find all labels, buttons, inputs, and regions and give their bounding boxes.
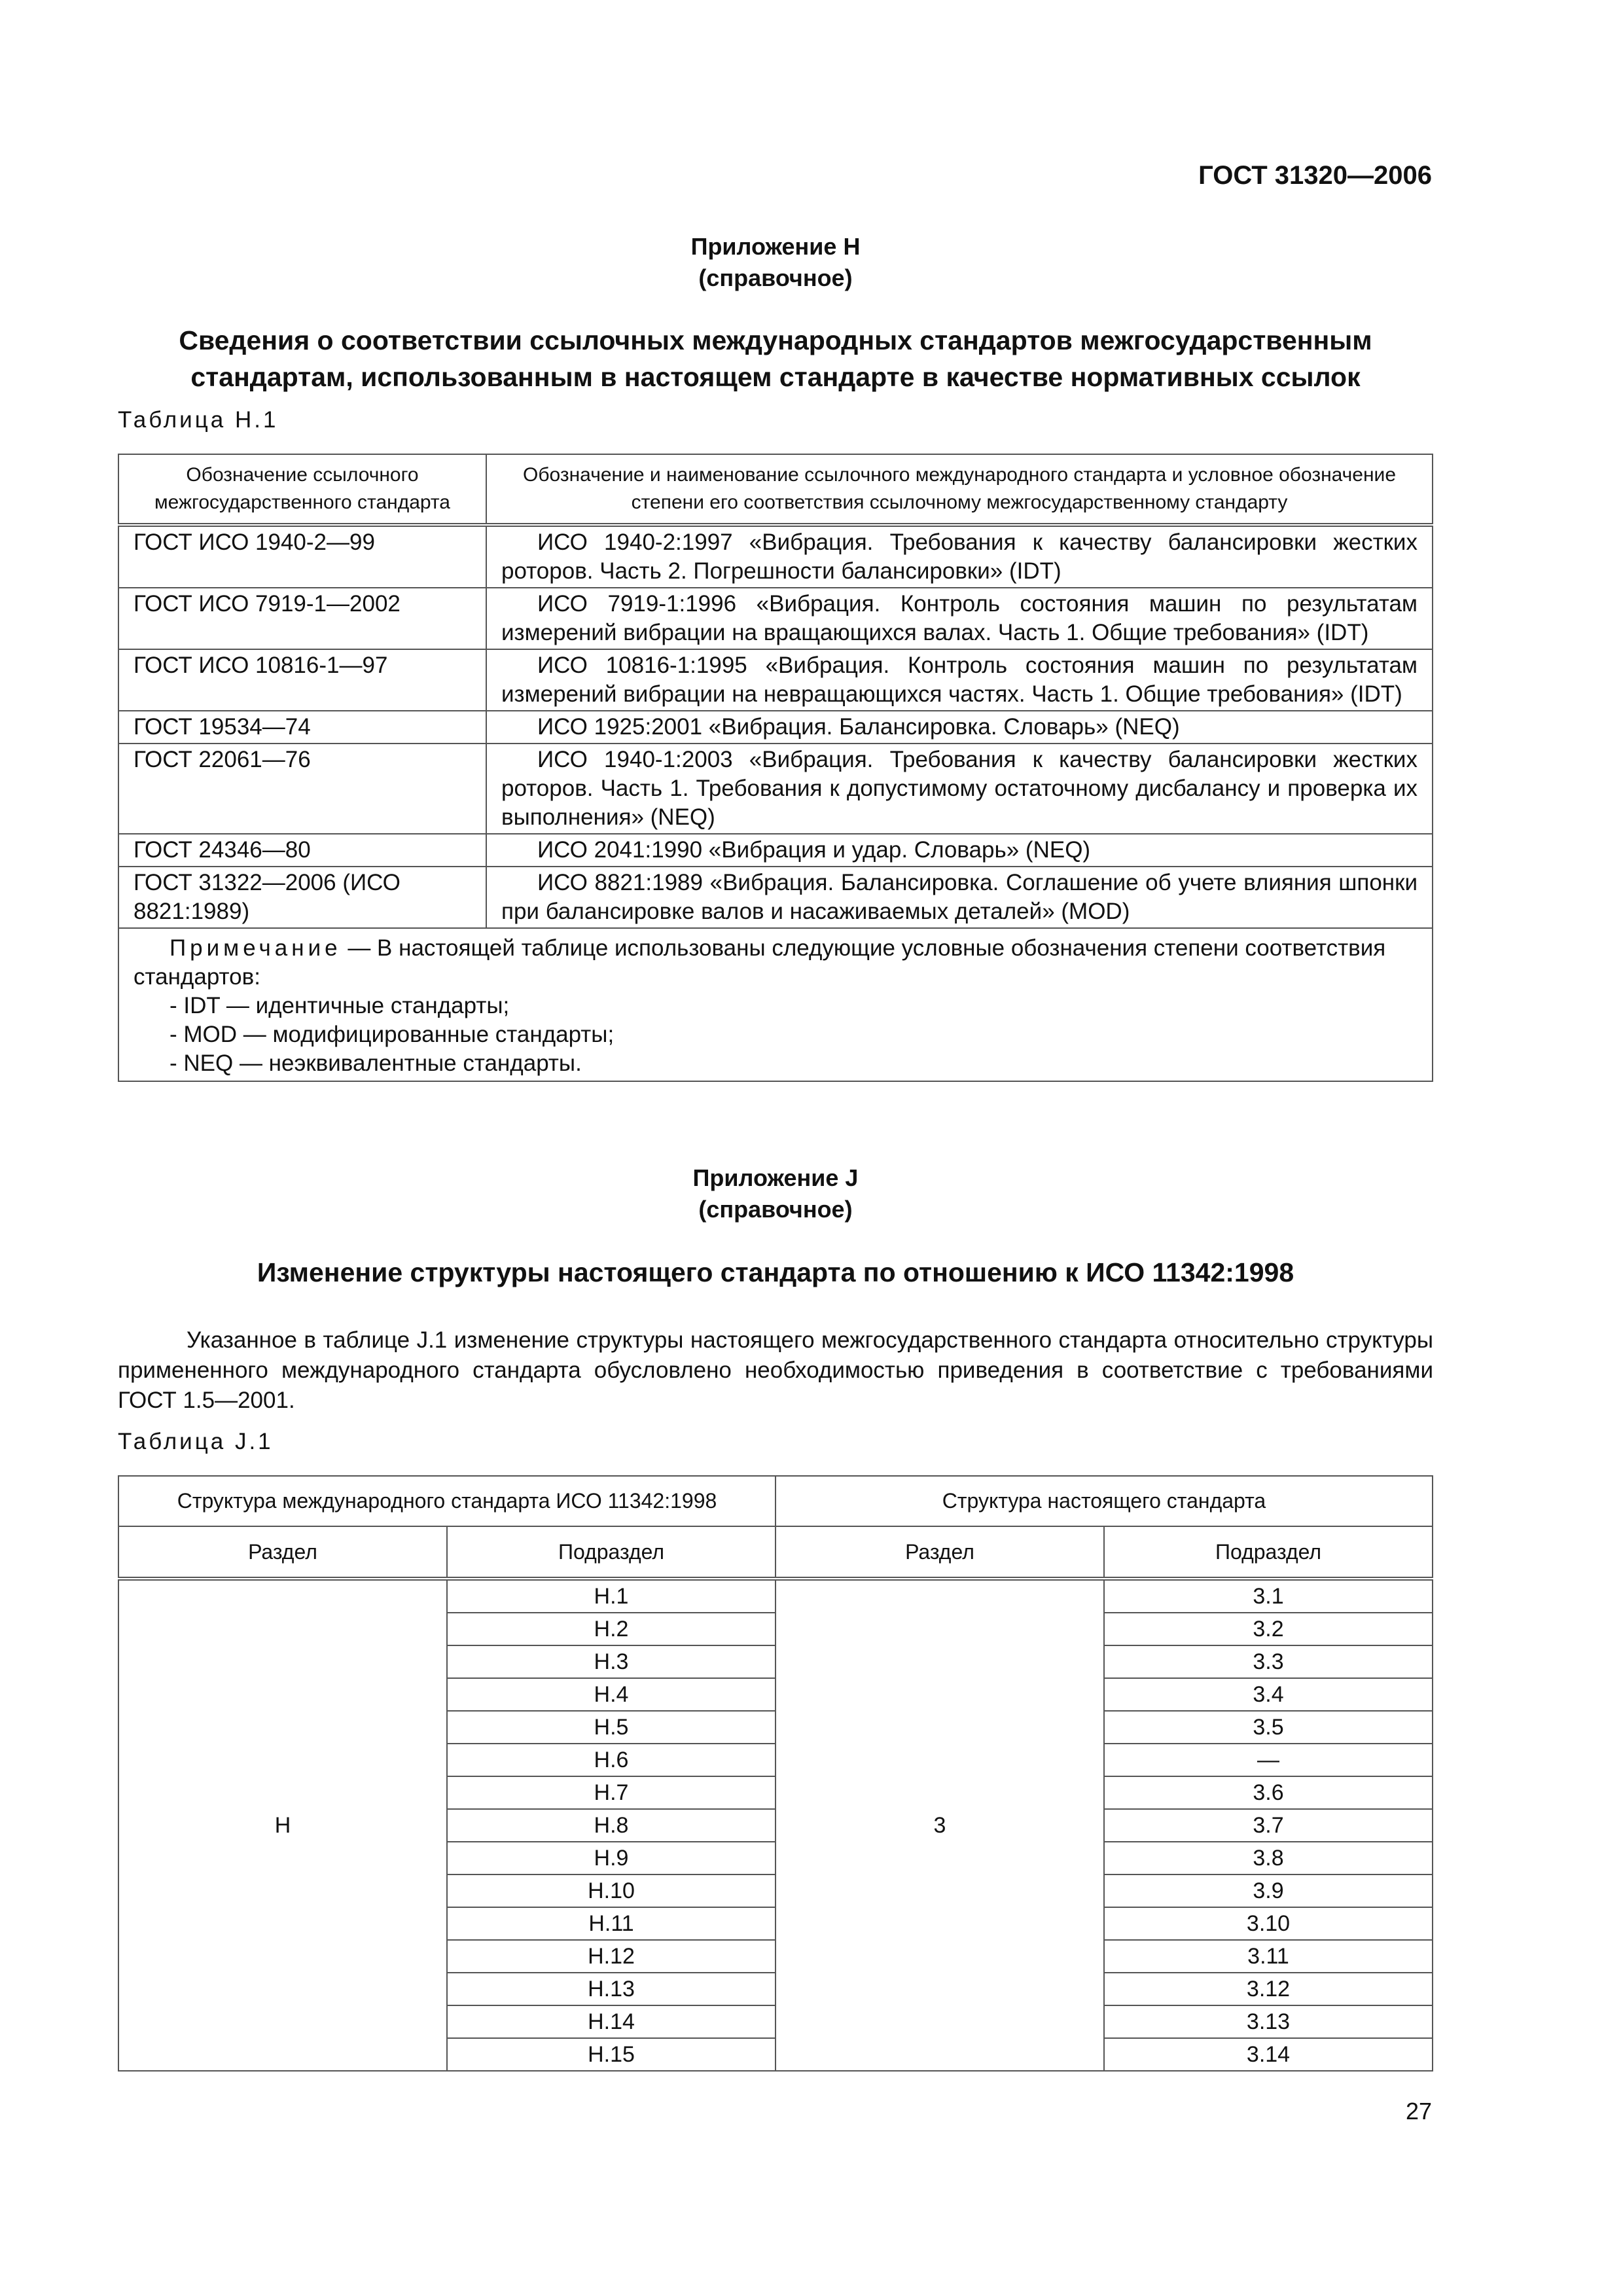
gost-designation-cell: ГОСТ ИСО 1940-2—99 bbox=[118, 525, 486, 588]
sub-header-iso-section: Раздел bbox=[118, 1526, 447, 1579]
iso-subsection-cell: H.2 bbox=[447, 1613, 776, 1645]
gost-designation-cell: ГОСТ 19534—74 bbox=[118, 711, 486, 744]
table-row bbox=[118, 649, 1433, 711]
table-h1-label: Таблица Н.1 bbox=[118, 407, 279, 433]
appendix-h-heading-line2: стандартам, использованным в настоящем стандарте в качестве нормативных ссылок bbox=[190, 362, 1361, 392]
gost-subsection-cell: 3.2 bbox=[1104, 1613, 1433, 1645]
iso-subsection-cell: H.12 bbox=[447, 1940, 776, 1973]
note-text: — В настоящей таблице использованы следующие условные обозначения степени соответствия стандартов: bbox=[134, 935, 1386, 990]
appendix-h-title-line2: (справочное) bbox=[698, 264, 853, 291]
gost-subsection-cell: 3.9 bbox=[1104, 1874, 1433, 1907]
appendix-h-title-line1: Приложение Н bbox=[690, 233, 861, 260]
appendix-j-title-line1: Приложение J bbox=[692, 1164, 859, 1191]
gost-subsection-cell: 3.3 bbox=[1104, 1645, 1433, 1678]
table-row bbox=[118, 867, 1433, 928]
table-row bbox=[118, 834, 1433, 867]
iso-subsection-cell: H.15 bbox=[447, 2038, 776, 2071]
iso-reference-cell: ИСО 2041:1990 «Вибрация и удар. Словарь» (NEQ) bbox=[486, 834, 1433, 867]
table-j1-group-header-row bbox=[118, 1476, 1433, 1526]
iso-subsection-cell: H.5 bbox=[447, 1711, 776, 1744]
iso-subsection-cell: H.9 bbox=[447, 1842, 776, 1874]
gost-subsection-cell: 3.12 bbox=[1104, 1973, 1433, 2005]
gost-designation-cell: ГОСТ ИСО 7919-1—2002 bbox=[118, 588, 486, 649]
gost-subsection-cell: 3.8 bbox=[1104, 1842, 1433, 1874]
note-item: - MOD — модифицированные стандарты; bbox=[169, 1022, 615, 1047]
appendix-h-heading bbox=[118, 322, 1433, 395]
appendix-h-title bbox=[118, 231, 1433, 294]
iso-reference-cell: ИСО 1940-2:1997 «Вибрация. Требования к качеству балансировки жестких роторов. Часть 2. Погрешности балансировки» (IDT) bbox=[486, 525, 1433, 588]
gost-subsection-cell: 3.14 bbox=[1104, 2038, 1433, 2071]
iso-subsection-cell: H.11 bbox=[447, 1907, 776, 1940]
iso-reference-cell: ИСО 7919-1:1996 «Вибрация. Контроль состояния машин по результатам измерений вибрации на вращающихся валах. Часть 1. Общие требования» (IDT) bbox=[486, 588, 1433, 649]
page-number: 27 bbox=[1405, 2098, 1432, 2125]
iso-subsection-cell: H.8 bbox=[447, 1809, 776, 1842]
gost-designation-cell: ГОСТ 24346—80 bbox=[118, 834, 486, 867]
note-item: - NEQ — неэквивалентные стандарты. bbox=[169, 1050, 582, 1076]
gost-subsection-cell: 3.11 bbox=[1104, 1940, 1433, 1973]
iso-subsection-cell: H.4 bbox=[447, 1678, 776, 1711]
iso-subsection-cell: H.14 bbox=[447, 2005, 776, 2038]
sub-header-gost-subsection: Подраздел bbox=[1104, 1526, 1433, 1579]
appendix-j-heading: Изменение структуры настоящего стандарта по отношению к ИСО 11342:1998 bbox=[257, 1257, 1294, 1287]
gost-subsection-cell: 3.6 bbox=[1104, 1776, 1433, 1809]
table-h1-header-row bbox=[118, 454, 1433, 525]
gost-subsection-cell: 3.7 bbox=[1104, 1809, 1433, 1842]
sub-header-gost-section: Раздел bbox=[776, 1526, 1104, 1579]
gost-designation-cell: ГОСТ ИСО 10816-1—97 bbox=[118, 649, 486, 711]
note-label: Примечание bbox=[169, 935, 342, 961]
iso-reference-cell: ИСО 8821:1989 «Вибрация. Балансировка. Соглашение об учете влияния шпонки при балансировке валов и насаживаемых деталей» (MOD) bbox=[486, 867, 1433, 928]
column-header-iso: Обозначение и наименование ссылочного международного стандарта и условное обозначение степени его соответствия ссылочному межгосударственному стандарту bbox=[486, 454, 1433, 525]
gost-subsection-cell: 3.10 bbox=[1104, 1907, 1433, 1940]
table-j1-sub-header-row bbox=[118, 1526, 1433, 1579]
gost-section-cell: 3 bbox=[776, 1579, 1104, 2071]
table-note bbox=[118, 928, 1433, 1081]
iso-subsection-cell: H.10 bbox=[447, 1874, 776, 1907]
iso-subsection-cell: H.7 bbox=[447, 1776, 776, 1809]
column-header-gost: Обозначение ссылочного межгосударственного стандарта bbox=[118, 454, 486, 525]
gost-subsection-cell: 3.13 bbox=[1104, 2005, 1433, 2038]
iso-reference-cell: ИСО 1940-1:2003 «Вибрация. Требования к качеству балансировки жестких роторов. Часть 1. Требования к допустимому остаточному дисбалансу и проверка их выполнения» (NEQ) bbox=[486, 744, 1433, 834]
sub-header-iso-subsection: Подраздел bbox=[447, 1526, 776, 1579]
table-h1 bbox=[118, 454, 1433, 1082]
gost-designation-cell: ГОСТ 22061—76 bbox=[118, 744, 486, 834]
table-h1-note-row bbox=[118, 928, 1433, 1081]
appendix-h-heading-line1: Сведения о соответствии ссылочных международных стандартов межгосударственным bbox=[179, 325, 1372, 355]
gost-designation-cell: ГОСТ 31322—2006 (ИСО 8821:1989) bbox=[118, 867, 486, 928]
iso-section-cell: H bbox=[118, 1579, 447, 2071]
iso-subsection-cell: H.1 bbox=[447, 1579, 776, 1613]
document-code: ГОСТ 31320—2006 bbox=[1198, 161, 1432, 190]
table-row bbox=[118, 1579, 1433, 1613]
gost-subsection-cell: — bbox=[1104, 1744, 1433, 1776]
note-item: - IDT — идентичные стандарты; bbox=[169, 993, 510, 1018]
group-header-gost: Структура настоящего стандарта bbox=[776, 1476, 1433, 1526]
table-row bbox=[118, 525, 1433, 588]
table-j1-label: Таблица J.1 bbox=[118, 1429, 274, 1454]
iso-reference-cell: ИСО 10816-1:1995 «Вибрация. Контроль состояния машин по результатам измерений вибрации на невращающихся частях. Часть 1. Общие требования» (IDT) bbox=[486, 649, 1433, 711]
group-header-iso: Структура международного стандарта ИСО 11342:1998 bbox=[118, 1476, 776, 1526]
table-j1 bbox=[118, 1475, 1433, 2072]
gost-subsection-cell: 3.1 bbox=[1104, 1579, 1433, 1613]
table-row bbox=[118, 588, 1433, 649]
iso-subsection-cell: H.13 bbox=[447, 1973, 776, 2005]
appendix-j-paragraph: Указанное в таблице J.1 изменение структуры настоящего межгосударственного стандарта относительно структуры примененного международного стандарта обусловлено необходимостью приведения в соответствие с требованиями ГОСТ 1.5—2001. bbox=[118, 1327, 1433, 1413]
appendix-j-title bbox=[118, 1162, 1433, 1225]
table-row bbox=[118, 744, 1433, 834]
iso-subsection-cell: H.6 bbox=[447, 1744, 776, 1776]
iso-subsection-cell: H.3 bbox=[447, 1645, 776, 1678]
appendix-j-title-line2: (справочное) bbox=[698, 1196, 853, 1223]
iso-reference-cell: ИСО 1925:2001 «Вибрация. Балансировка. Словарь» (NEQ) bbox=[486, 711, 1433, 744]
gost-subsection-cell: 3.5 bbox=[1104, 1711, 1433, 1744]
table-row bbox=[118, 711, 1433, 744]
gost-subsection-cell: 3.4 bbox=[1104, 1678, 1433, 1711]
